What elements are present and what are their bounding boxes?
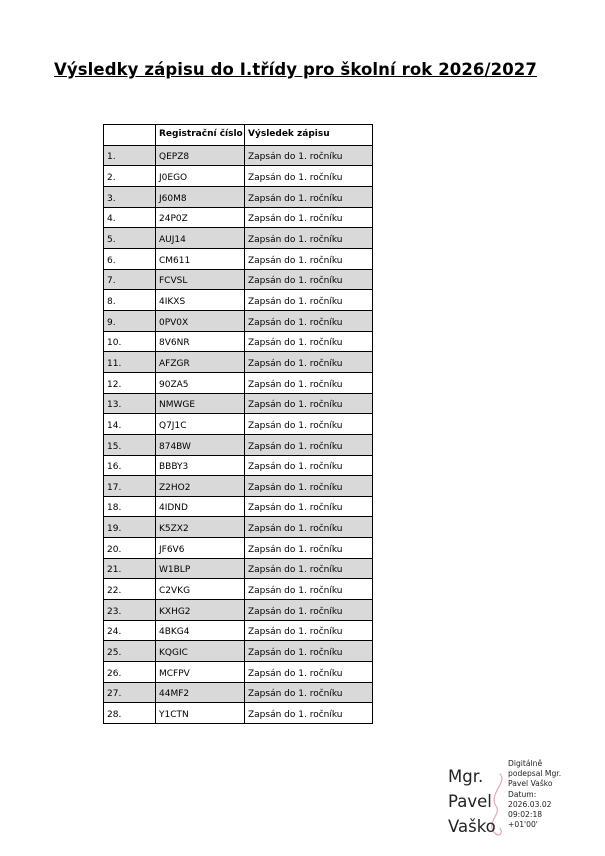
table-row	[104, 269, 373, 290]
enrollment-result: Zapsán do 1. ročníku	[245, 414, 373, 435]
row-number: 8.	[104, 290, 156, 311]
row-number: 26.	[104, 662, 156, 683]
registration-number: 874BW	[156, 434, 245, 455]
enrollment-result: Zapsán do 1. ročníku	[245, 393, 373, 414]
row-number: 11.	[104, 352, 156, 373]
enrollment-result: Zapsán do 1. ročníku	[245, 703, 373, 724]
signature-detail-line: +01'00'	[508, 820, 538, 830]
registration-number: J0EGO	[156, 166, 245, 187]
row-number: 6.	[104, 248, 156, 269]
registration-number: Y1CTN	[156, 703, 245, 724]
signature-detail-line: Digitálně	[508, 759, 543, 768]
enrollment-result: Zapsán do 1. ročníku	[245, 496, 373, 517]
registration-number: W1BLP	[156, 558, 245, 579]
registration-number: KXHG2	[156, 600, 245, 621]
registration-number: JF6V6	[156, 538, 245, 559]
enrollment-result: Zapsán do 1. ročníku	[245, 145, 373, 166]
registration-number: QEPZ8	[156, 145, 245, 166]
enrollment-result: Zapsán do 1. ročníku	[245, 538, 373, 559]
table-row	[104, 579, 373, 600]
table-row	[104, 166, 373, 187]
signature-details	[508, 759, 598, 830]
row-number: 3.	[104, 186, 156, 207]
enrollment-result: Zapsán do 1. ročníku	[245, 372, 373, 393]
enrollment-result: Zapsán do 1. ročníku	[245, 558, 373, 579]
registration-number: 90ZA5	[156, 372, 245, 393]
enrollment-result: Zapsán do 1. ročníku	[245, 166, 373, 187]
table-row	[104, 455, 373, 476]
results-table	[103, 124, 373, 724]
table-row	[104, 620, 373, 641]
enrollment-result: Zapsán do 1. ročníku	[245, 248, 373, 269]
row-number: 2.	[104, 166, 156, 187]
table-row	[104, 558, 373, 579]
registration-number: 24P0Z	[156, 207, 245, 228]
registration-number: AUJ14	[156, 228, 245, 249]
enrollment-result: Zapsán do 1. ročníku	[245, 269, 373, 290]
table-row	[104, 228, 373, 249]
enrollment-result: Zapsán do 1. ročníku	[245, 186, 373, 207]
row-number: 19.	[104, 517, 156, 538]
table-header-row	[104, 125, 373, 146]
table-row	[104, 434, 373, 455]
row-number: 14.	[104, 414, 156, 435]
row-number: 21.	[104, 558, 156, 579]
table-row	[104, 662, 373, 683]
header-registration-number: Registrační číslo	[156, 125, 245, 146]
row-number: 5.	[104, 228, 156, 249]
row-number: 16.	[104, 455, 156, 476]
table-row	[104, 393, 373, 414]
enrollment-result: Zapsán do 1. ročníku	[245, 455, 373, 476]
row-number: 17.	[104, 476, 156, 497]
signature-detail-line: podepsal Mgr.	[508, 769, 562, 779]
table-row	[104, 517, 373, 538]
row-number: 22.	[104, 579, 156, 600]
enrollment-result: Zapsán do 1. ročníku	[245, 310, 373, 331]
header-result: Výsledek zápisu	[245, 125, 373, 146]
row-number: 27.	[104, 682, 156, 703]
signature-name-line: Vaško	[448, 817, 496, 836]
row-number: 4.	[104, 207, 156, 228]
table-row	[104, 414, 373, 435]
enrollment-result: Zapsán do 1. ročníku	[245, 600, 373, 621]
enrollment-result: Zapsán do 1. ročníku	[245, 641, 373, 662]
row-number: 15.	[104, 434, 156, 455]
table-row	[104, 310, 373, 331]
header-number	[104, 125, 156, 146]
registration-number: 4BKG4	[156, 620, 245, 641]
row-number: 12.	[104, 372, 156, 393]
registration-number: 44MF2	[156, 682, 245, 703]
table-row	[104, 145, 373, 166]
row-number: 23.	[104, 600, 156, 621]
row-number: 25.	[104, 641, 156, 662]
registration-number: MCFPV	[156, 662, 245, 683]
signature-detail-line: Datum:	[508, 789, 537, 799]
row-number: 24.	[104, 620, 156, 641]
registration-number: K5ZX2	[156, 517, 245, 538]
enrollment-result: Zapsán do 1. ročníku	[245, 579, 373, 600]
table-row	[104, 248, 373, 269]
signature-name	[448, 764, 496, 839]
registration-number: NMWGE	[156, 393, 245, 414]
registration-number: 4IDND	[156, 496, 245, 517]
enrollment-result: Zapsán do 1. ročníku	[245, 662, 373, 683]
table-row	[104, 290, 373, 311]
enrollment-result: Zapsán do 1. ročníku	[245, 331, 373, 352]
table-row	[104, 207, 373, 228]
registration-number: Z2HO2	[156, 476, 245, 497]
enrollment-result: Zapsán do 1. ročníku	[245, 207, 373, 228]
table-row	[104, 641, 373, 662]
table-row	[104, 372, 373, 393]
registration-number: Q7J1C	[156, 414, 245, 435]
row-number: 7.	[104, 269, 156, 290]
registration-number: BBBY3	[156, 455, 245, 476]
enrollment-result: Zapsán do 1. ročníku	[245, 290, 373, 311]
enrollment-result: Zapsán do 1. ročníku	[245, 434, 373, 455]
row-number: 28.	[104, 703, 156, 724]
enrollment-result: Zapsán do 1. ročníku	[245, 682, 373, 703]
row-number: 20.	[104, 538, 156, 559]
signature-detail-line: 09:02:18	[508, 810, 543, 820]
table-row	[104, 682, 373, 703]
row-number: 9.	[104, 310, 156, 331]
table-row	[104, 703, 373, 724]
registration-number: J60M8	[156, 186, 245, 207]
enrollment-result: Zapsán do 1. ročníku	[245, 517, 373, 538]
table-row	[104, 600, 373, 621]
signature-detail-line: Pavel Vaško	[508, 779, 553, 789]
registration-number: C2VKG	[156, 579, 245, 600]
enrollment-result: Zapsán do 1. ročníku	[245, 620, 373, 641]
table-row	[104, 538, 373, 559]
table-row	[104, 496, 373, 517]
document-title: Výsledky zápisu do I.třídy pro školní rok 2026/2027	[54, 60, 537, 79]
row-number: 10.	[104, 331, 156, 352]
row-number: 1.	[104, 145, 156, 166]
table-row	[104, 186, 373, 207]
signature-detail-line: 2026.03.02	[508, 799, 552, 809]
enrollment-result: Zapsán do 1. ročníku	[245, 228, 373, 249]
row-number: 18.	[104, 496, 156, 517]
table-row	[104, 476, 373, 497]
registration-number: 0PV0X	[156, 310, 245, 331]
table-body	[104, 145, 373, 723]
registration-number: KQGIC	[156, 641, 245, 662]
enrollment-result: Zapsán do 1. ročníku	[245, 476, 373, 497]
signature-name-line: Pavel	[448, 792, 492, 811]
registration-number: AFZGR	[156, 352, 245, 373]
registration-number: 4IKXS	[156, 290, 245, 311]
row-number: 13.	[104, 393, 156, 414]
registration-number: FCVSL	[156, 269, 245, 290]
enrollment-result: Zapsán do 1. ročníku	[245, 352, 373, 373]
registration-number: 8V6NR	[156, 331, 245, 352]
table-row	[104, 352, 373, 373]
signature-name-line: Mgr.	[448, 767, 484, 786]
table-row	[104, 331, 373, 352]
registration-number: CM611	[156, 248, 245, 269]
